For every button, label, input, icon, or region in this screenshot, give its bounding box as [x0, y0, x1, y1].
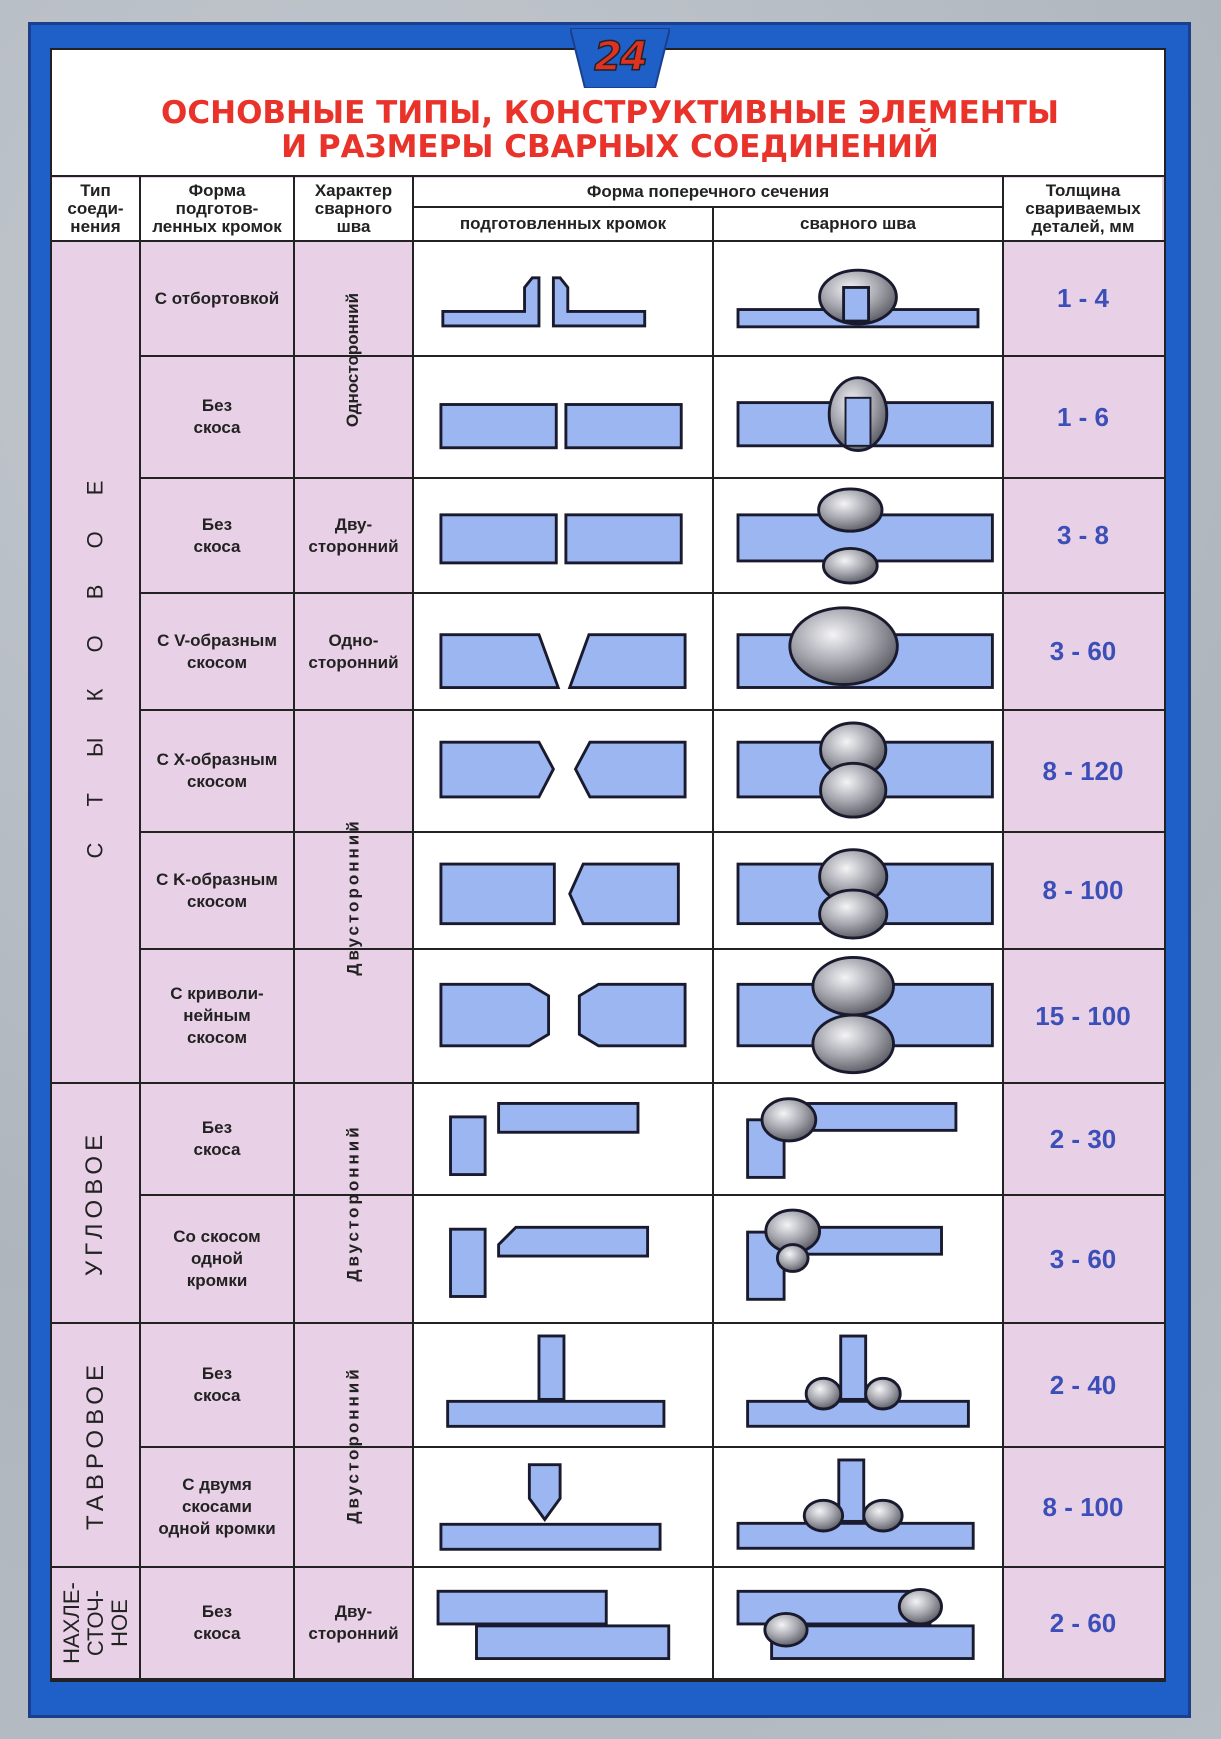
- grid-line: [50, 1678, 1166, 1680]
- thickness-value: 2 - 60: [1049, 1607, 1117, 1638]
- prepared-edge-drawing: [414, 950, 712, 1082]
- prepared-edge-drawing: [414, 242, 712, 355]
- thickness-value: 3 - 8: [1056, 520, 1110, 550]
- thickness-value: 8 - 100: [1042, 875, 1124, 905]
- grid-line: [50, 175, 1166, 177]
- edge-form-label: Без скоса: [193, 1364, 241, 1405]
- prepared-edge-drawing: [414, 833, 712, 948]
- header-prepared-edges: подготовленных кромок: [459, 214, 667, 233]
- prepared-edge-drawing: [414, 594, 712, 709]
- prepared-edge-drawing: [414, 1324, 712, 1446]
- edge-form-label: Со скосом одной кромки: [173, 1227, 261, 1290]
- weld-seam-drawing: [714, 1568, 1002, 1678]
- weld-seam-drawing: [714, 1324, 1002, 1446]
- thickness-value: 8 - 120: [1042, 755, 1124, 786]
- header-weld-seam: сварного шва: [800, 214, 916, 233]
- edge-form-label: С V-образным скосом: [157, 630, 277, 672]
- edge-form-label: С криволи- нейным скосом: [170, 984, 264, 1047]
- title-line-2: И РАЗМЕРЫ СВАРНЫХ СОЕДИНЕНИЙ: [281, 129, 939, 165]
- group-lap-label: НАХЛЕ- СТОЧ- НОЕ: [58, 1582, 132, 1664]
- header-edge-form: Форма подготов- ленных кромок: [152, 181, 282, 236]
- grid-line: [1164, 175, 1166, 1680]
- seam-two-sided-vertical-2: Двусторонний: [343, 1124, 363, 1282]
- seam-two-sided-5: Дву- сторонний: [308, 1602, 399, 1643]
- group-tee-label: ТАВРОВОЕ: [81, 1360, 109, 1530]
- header-thickness: Толщина свариваемых деталей, мм: [1025, 181, 1141, 236]
- edge-form-label: С двумя скосами одной кромки: [158, 1475, 276, 1538]
- edge-form-label: Без скоса: [193, 1118, 241, 1159]
- thickness-value: 15 - 100: [1035, 1000, 1131, 1031]
- edge-form-label: Без скоса: [193, 1602, 241, 1643]
- thickness-value: 1 - 4: [1056, 283, 1110, 313]
- prepared-edge-drawing: [414, 479, 712, 592]
- weld-seam-drawing: [714, 242, 1002, 355]
- prepared-edge-drawing: [414, 711, 712, 831]
- seam-two-sided-vertical-3: Двусторонний: [343, 1366, 363, 1524]
- header-seam-character: Характер сварного шва: [314, 181, 393, 236]
- seam-one-sided-2: Одно- сторонний: [308, 630, 399, 672]
- poster-title: [60, 96, 1160, 164]
- seam-two-sided-1: Дву- сторонний: [308, 514, 399, 556]
- header-cross-section: Форма поперечного сечения: [586, 182, 830, 201]
- weld-seam-drawing: [714, 1084, 1002, 1194]
- edge-form-label: Без скоса: [193, 514, 241, 556]
- thickness-value: 2 - 40: [1049, 1369, 1117, 1400]
- seam-two-sided-vertical-1: Двусторонний: [343, 817, 363, 976]
- weld-seam-drawing: [714, 833, 1002, 948]
- thickness-value: 3 - 60: [1049, 1243, 1117, 1274]
- weld-seam-drawing: [714, 357, 1002, 477]
- thickness-value: 1 - 6: [1056, 401, 1110, 432]
- weld-seam-drawing: [714, 711, 1002, 831]
- group-corner-label: УГЛОВОЕ: [81, 1129, 109, 1277]
- edge-form-label: С K-образным скосом: [156, 869, 278, 911]
- prepared-edge-drawing: [414, 357, 712, 477]
- prepared-edge-drawing: [414, 1568, 712, 1678]
- weld-seam-drawing: [714, 1196, 1002, 1322]
- edge-form-label: Без скоса: [193, 396, 241, 437]
- seam-one-sided-vertical: Односторонний: [343, 292, 363, 427]
- header-joint-type: Тип соеди- нения: [67, 181, 124, 236]
- weld-seam-drawing: [714, 1448, 1002, 1566]
- weld-seam-drawing: [714, 950, 1002, 1082]
- weld-seam-drawing: [714, 594, 1002, 709]
- group-butt-label: С Т Ы К О В О Е: [82, 465, 108, 859]
- weld-seam-drawing: [714, 479, 1002, 592]
- title-line-1: ОСНОВНЫЕ ТИПЫ, КОНСТРУКТИВНЫЕ ЭЛЕМЕНТЫ: [161, 95, 1059, 131]
- edge-form-label: С отбортовкой: [154, 288, 280, 308]
- thickness-value: 3 - 60: [1049, 636, 1117, 666]
- thickness-value: 8 - 100: [1042, 1491, 1124, 1522]
- edge-form-label: С X-образным скосом: [156, 750, 278, 791]
- thickness-value: 2 - 30: [1049, 1123, 1117, 1154]
- page-number: 24: [594, 34, 646, 80]
- prepared-edge-drawing: [414, 1196, 712, 1322]
- prepared-edge-drawing: [414, 1084, 712, 1194]
- prepared-edge-drawing: [414, 1448, 712, 1566]
